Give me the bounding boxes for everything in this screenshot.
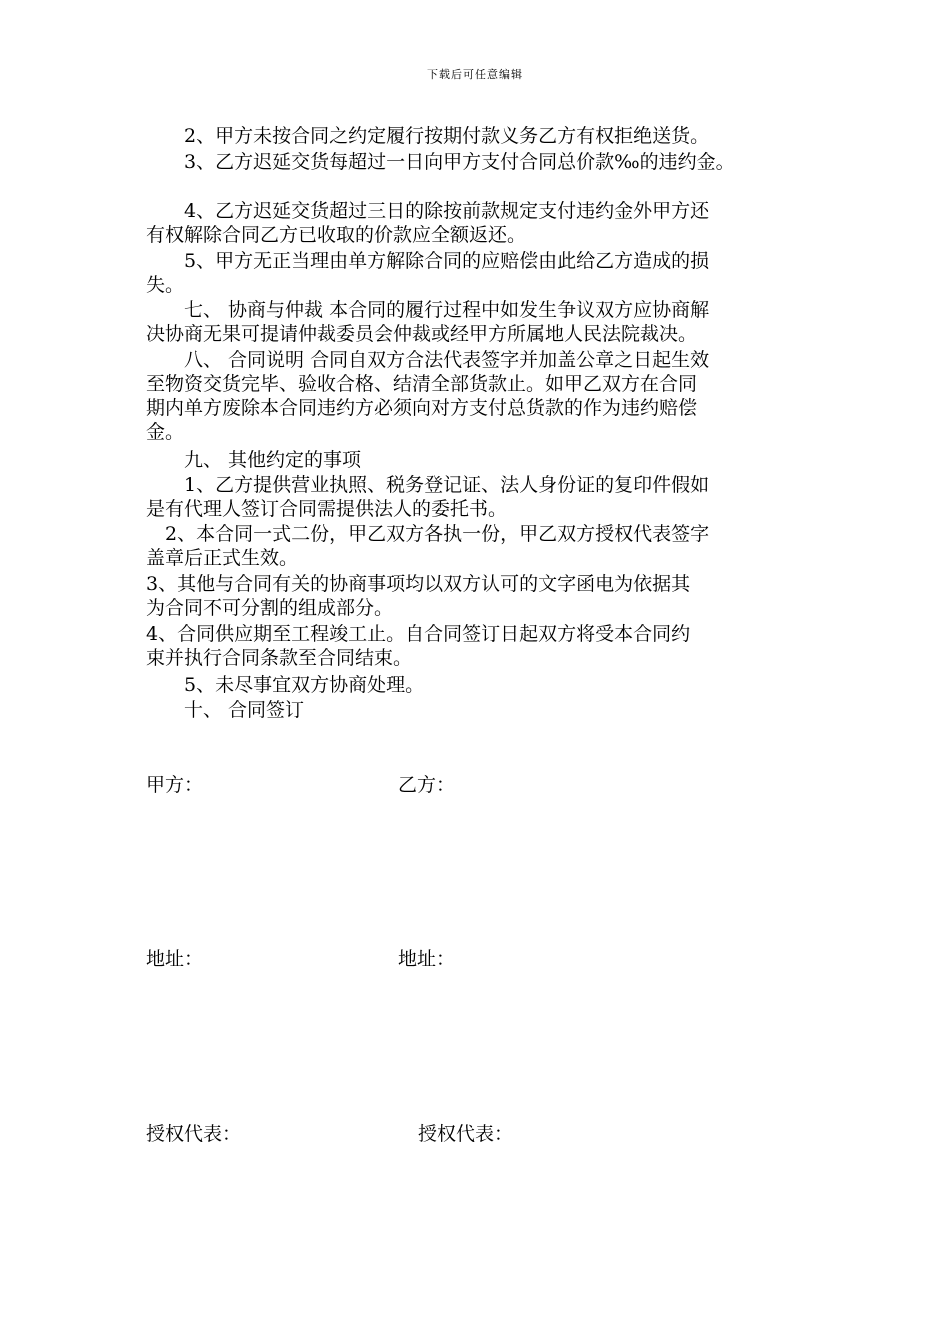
clause-paragraph <box>146 473 709 521</box>
clause-paragraph <box>146 522 709 570</box>
line: 有权解除合同乙方已收取的价款应全额返还。 <box>146 224 527 246</box>
line: 盖章后正式生效。 <box>146 547 299 569</box>
clause-paragraph <box>146 249 709 297</box>
clause-paragraph <box>146 150 735 174</box>
party-a-label: 甲方： <box>146 774 204 796</box>
clause-paragraph <box>146 673 424 697</box>
line: 2、甲方未按合同之约定履行按期付款义务乙方有权拒绝送货。 <box>146 125 710 147</box>
line: 3、其他与合同有关的协商事项均以双方认可的文字函电为依据其 <box>146 573 691 595</box>
clause-paragraph <box>146 448 361 472</box>
line: 至物资交货完毕、验收合格、结清全部货款止。如甲乙双方在合同 <box>146 373 698 395</box>
line: 4、合同供应期至工程竣工止。自合同签订日起双方将受本合同约 <box>146 623 691 645</box>
clause-paragraph <box>146 698 304 722</box>
line: 5、未尽事宜双方协商处理。 <box>146 674 425 696</box>
line: 九、 其他约定的事项 <box>146 449 362 471</box>
clause-paragraph <box>146 298 709 346</box>
line: 失。 <box>146 274 185 296</box>
rep-a-label: 授权代表： <box>146 1123 242 1145</box>
address-a-label: 地址： <box>146 948 204 970</box>
clause-paragraph <box>146 572 690 620</box>
line: 5、甲方无正当理由单方解除合同的应赔偿由此给乙方造成的损 <box>146 250 710 272</box>
clause-paragraph <box>146 348 709 444</box>
page-header: 下载后可任意编辑 <box>427 68 523 81</box>
line: 七、 协商与仲裁 本合同的履行过程中如发生争议双方应协商解 <box>146 299 710 321</box>
line: 1、乙方提供营业执照、税务登记证、法人身份证的复印件假如 <box>146 474 710 496</box>
clause-paragraph <box>146 124 709 148</box>
party-b-label: 乙方： <box>398 774 456 796</box>
line: 金。 <box>146 421 185 443</box>
line: 十、 合同签订 <box>146 699 305 721</box>
line: 束并执行合同条款至合同结束。 <box>146 647 413 669</box>
line: 3、乙方迟延交货每超过一日向甲方支付合同总价款‰的违约金。 <box>146 151 735 173</box>
clause-paragraph <box>146 622 690 670</box>
line: 为合同不可分割的组成部分。 <box>146 597 394 619</box>
address-b-label: 地址： <box>398 948 456 970</box>
line: 期内单方废除本合同违约方必须向对方支付总货款的作为违约赔偿 <box>146 397 698 419</box>
clause-paragraph <box>146 199 709 247</box>
rep-b-label: 授权代表： <box>418 1123 514 1145</box>
line: 八、 合同说明 合同自双方合法代表签字并加盖公章之日起生效 <box>146 349 710 371</box>
line: 决协商无果可提请仲裁委员会仲裁或经甲方所属地人民法院裁决。 <box>146 323 698 345</box>
line: 2、本合同一式二份，甲乙双方各执一份，甲乙双方授权代表签字 <box>146 523 710 545</box>
line: 4、乙方迟延交货超过三日的除按前款规定支付违约金外甲方还 <box>146 200 710 222</box>
line: 是有代理人签订合同需提供法人的委托书。 <box>146 498 508 520</box>
